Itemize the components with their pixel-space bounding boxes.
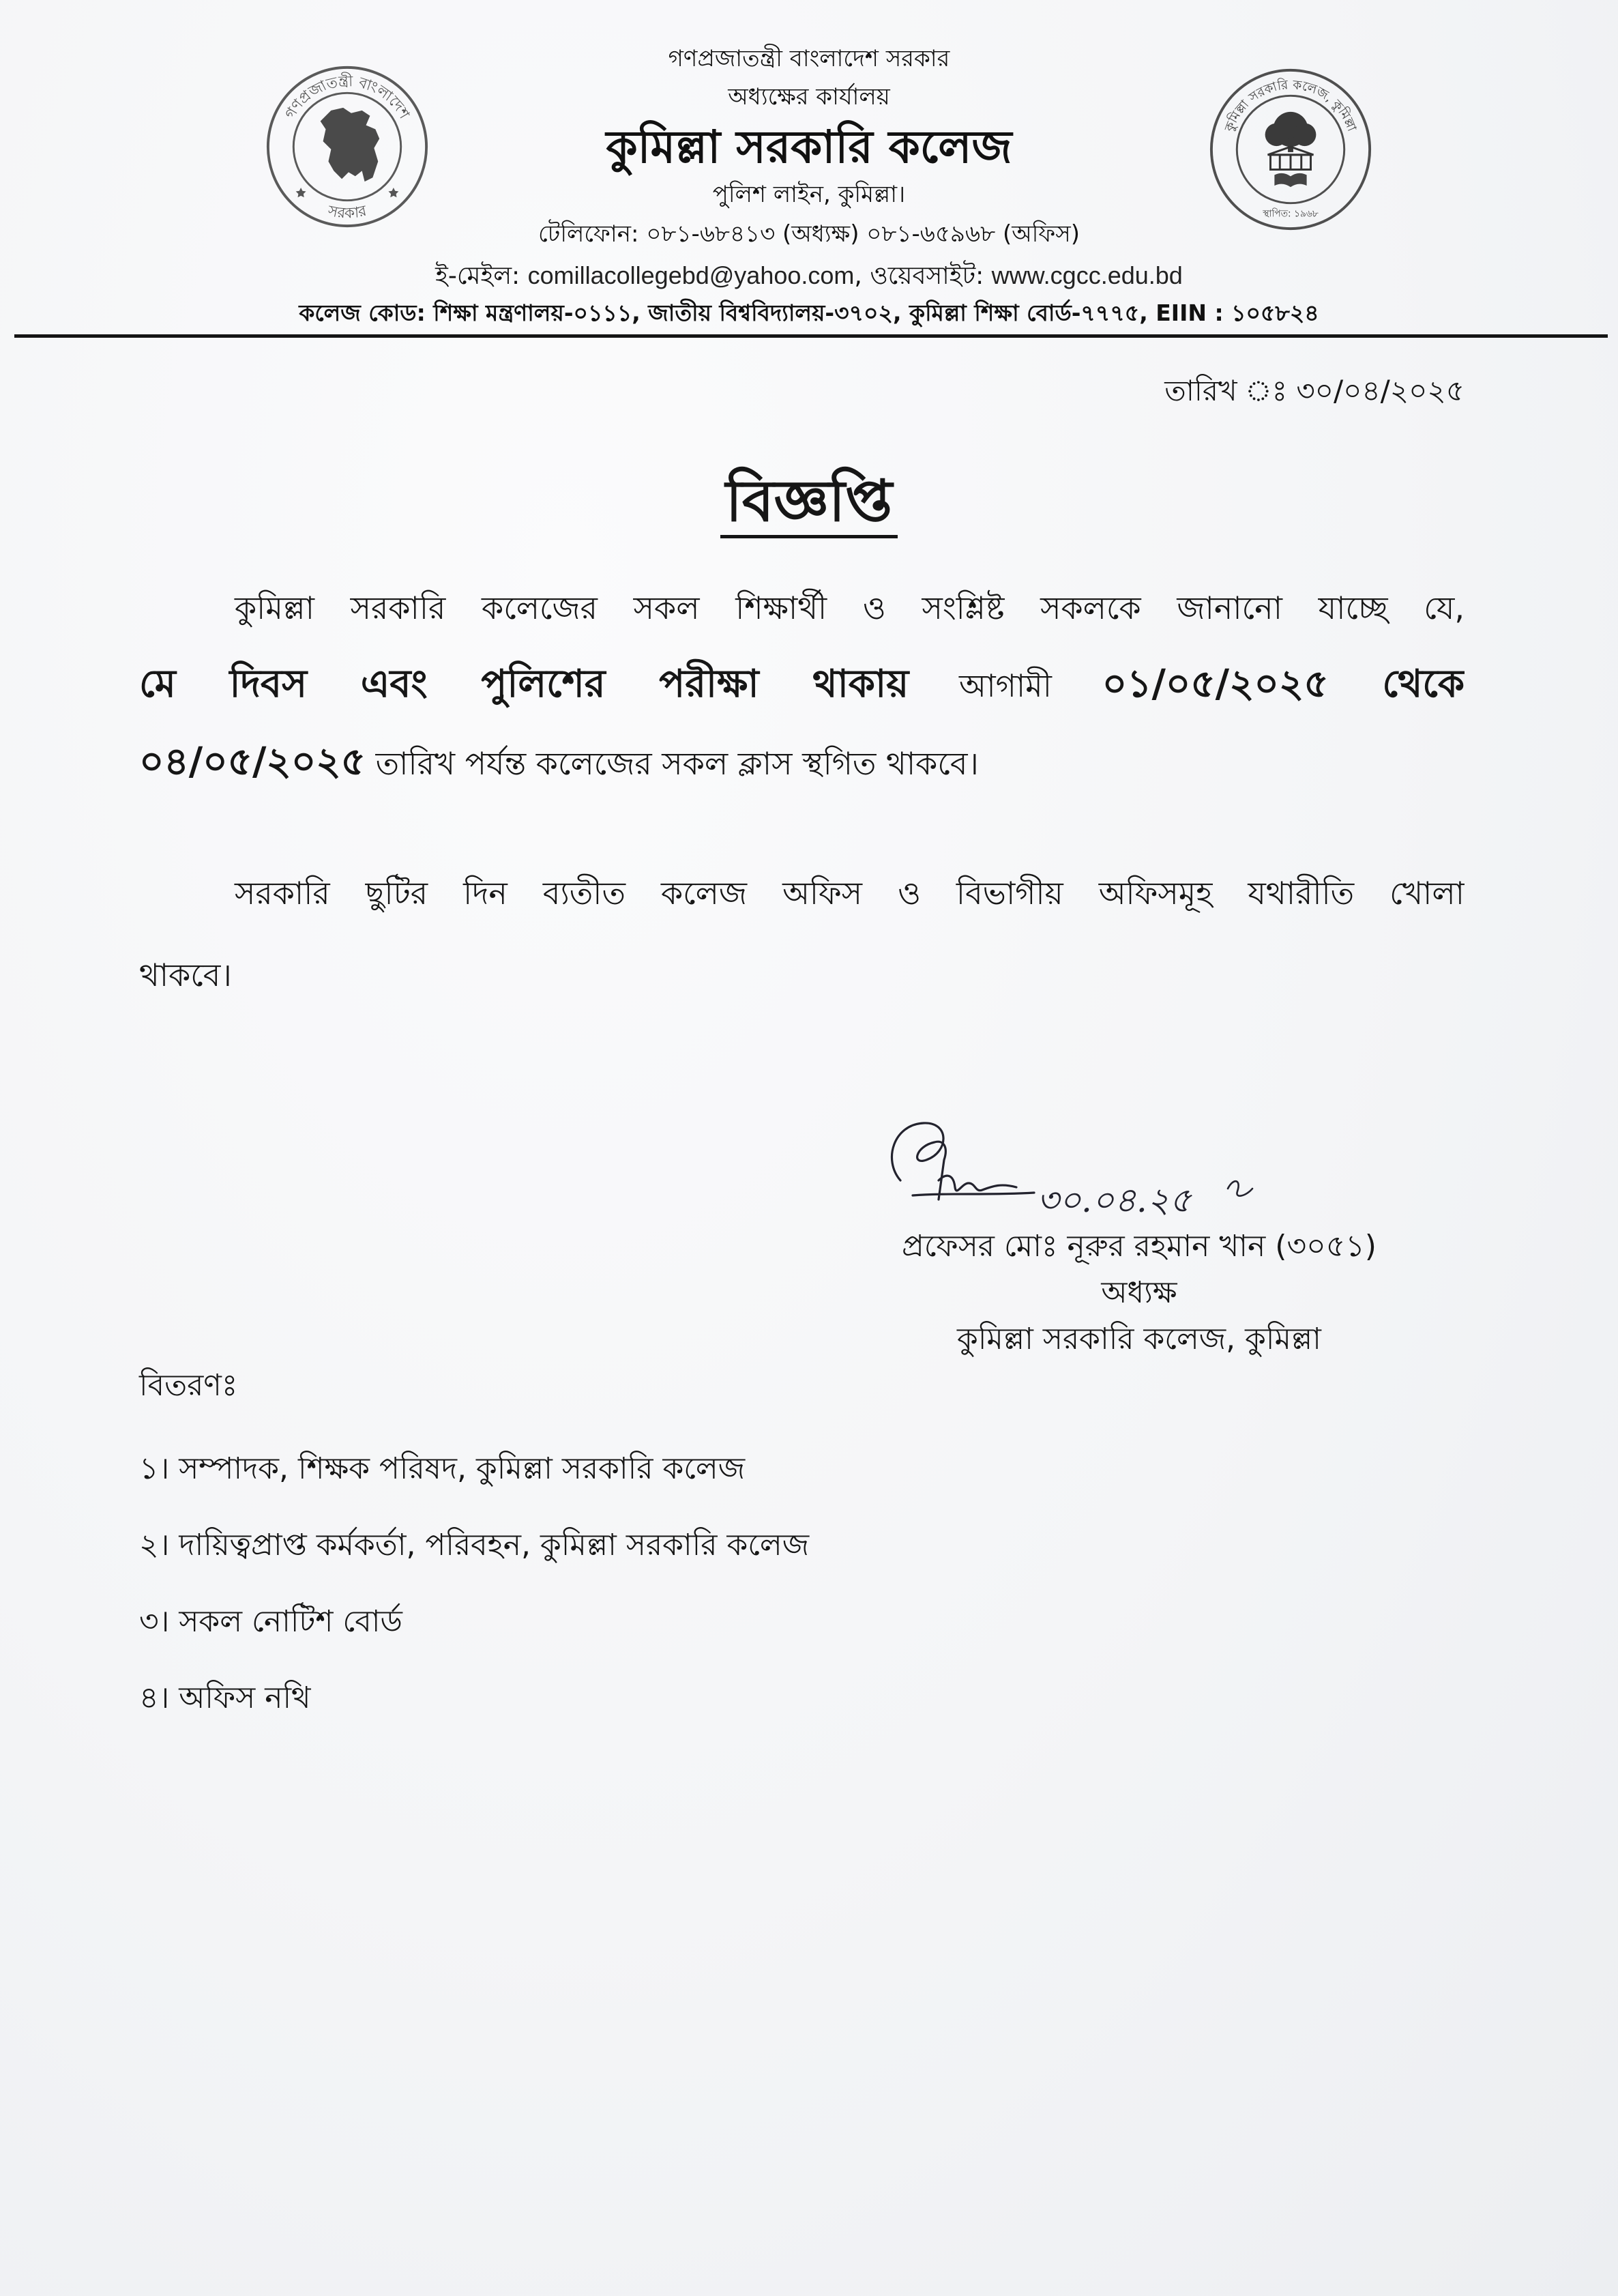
college-codes: শিক্ষা মন্ত্রণালয়-০১১১, জাতীয় বিশ্ববিদ্যালয়-৩৭০২, কুমিল্লা শিক্ষা বোর্ড-৭৭৭৫, EIIN : ১০৫৮২৪ [433, 300, 1319, 326]
telephone-label: টেলিফোন: [538, 220, 639, 248]
signatory-institution: কুমিল্লা সরকারি কলেজ, কুমিল্লা [957, 1322, 1321, 1356]
notice-body [139, 570, 1465, 1016]
signatory-designation: অধ্যক্ষ [1101, 1275, 1177, 1310]
distribution-list [139, 1362, 1299, 1736]
list-item [139, 1660, 1299, 1736]
telephone-numbers: ০৮১-৬৮৪১৩ (অধ্যক্ষ) ০৮১-৬৫৯৬৮ (অফিস) [646, 220, 1080, 248]
office-heading: অধ্যক্ষের কার্যালয় [728, 83, 890, 111]
paragraph-2-line-1: সরকারি ছুটির দিন ব্যতীত কলেজ অফিস ও বিভাগীয় অফিসমূহ যথারীতি খোলা [235, 875, 1465, 912]
email-address: comillacollegebd@yahoo.com [527, 261, 855, 289]
government-seal-top-text: গণপ্রজাতন্ত্রী বাংলাদেশ [282, 73, 413, 122]
signatory-name: প্রফেসর মোঃ নূরুর রহমান খান (৩০৫১) [902, 1229, 1377, 1264]
contact-line [0, 259, 1618, 293]
signature-scribble [892, 1123, 1034, 1200]
college-logo-bottom-text: স্থাপিত: ১৯৬৮ [1263, 208, 1319, 220]
upcoming-word: আগামী [959, 667, 1052, 704]
list-item-number: ১। [139, 1451, 170, 1486]
paragraph-1-line-2 [139, 646, 1465, 724]
signatory-block [866, 1223, 1412, 1363]
date-value: ৩০/০৪/২০২৫ [1296, 374, 1465, 407]
closure-statement: তারিখ পর্যন্ত কলেজের সকল ক্লাস স্থগিত থাকবে। [375, 745, 979, 782]
distribution-items [139, 1431, 1299, 1736]
notice-date [1164, 373, 1465, 409]
telephone-line [0, 218, 1618, 250]
government-seal-bottom-text: সরকার [326, 202, 368, 222]
list-item-number: ৩। [139, 1604, 170, 1639]
list-item-text: দায়িত্বপ্রাপ্ত কর্মকর্তা, পরিবহন, কুমিল্লা সরকারি কলেজ [179, 1528, 810, 1563]
paragraph-1 [139, 570, 1465, 802]
paragraph-1-line-3 [139, 724, 1465, 802]
list-item-number: ৪। [139, 1681, 170, 1715]
notice-title: বিজ্ঞপ্তি [720, 467, 898, 538]
government-heading: গণপ্রজাতন্ত্রী বাংলাদেশ সরকার [668, 45, 950, 72]
title-block [0, 467, 1618, 538]
website-address: www.cgcc.edu.bd [991, 261, 1183, 289]
distribution-heading: বিতরণঃ [139, 1368, 238, 1403]
date-label: তারিখ ঃ [1164, 374, 1287, 407]
paragraph-2 [139, 852, 1465, 1016]
signature-date: ৩০.০৪.২৫ [1037, 1180, 1192, 1220]
signature-flourish [1228, 1181, 1252, 1196]
contact-separator: , [854, 262, 862, 290]
college-logo-top-text: কুমিল্লা সরকারি কলেজ, কুমিল্লা [1222, 78, 1359, 134]
list-item [139, 1584, 1299, 1660]
list-item [139, 1507, 1299, 1584]
closure-reason: মে দিবস এবং পুলিশের পরীক্ষা থাকায় [139, 662, 909, 706]
list-item-text: সম্পাদক, শিক্ষক পরিষদ, কুমিল্লা সরকারি কলেজ [179, 1451, 746, 1486]
website-label: ওয়েবসাইট: [870, 262, 984, 290]
header-divider [14, 334, 1608, 338]
college-name: কুমিল্লা সরকারি কলেজ [606, 121, 1012, 173]
list-item-text: অফিস নথি [179, 1681, 311, 1715]
list-item-text: সকল নোটিশ বোর্ড [179, 1604, 402, 1639]
paragraph-2-line-2: থাকবে। [139, 957, 232, 993]
college-codes-line [0, 297, 1618, 330]
college-codes-label: কলেজ কোড: [299, 300, 426, 326]
paragraph-1-line-1: কুমিল্লা সরকারি কলেজের সকল শিক্ষার্থী ও সংশ্লিষ্ট সকলকে জানানো যাচ্ছে যে, [235, 590, 1465, 626]
closure-end-date: ০৪/০৫/২০২৫ [139, 740, 366, 784]
list-item-number: ২। [139, 1528, 170, 1563]
closure-start-date: ০১/০৫/২০২৫ থেকে [1102, 662, 1465, 706]
email-label: ই-মেইল: [435, 262, 520, 290]
signature [873, 1112, 1269, 1228]
college-address: পুলিশ লাইন, কুমিল্লা। [712, 181, 906, 208]
list-item [139, 1431, 1299, 1507]
